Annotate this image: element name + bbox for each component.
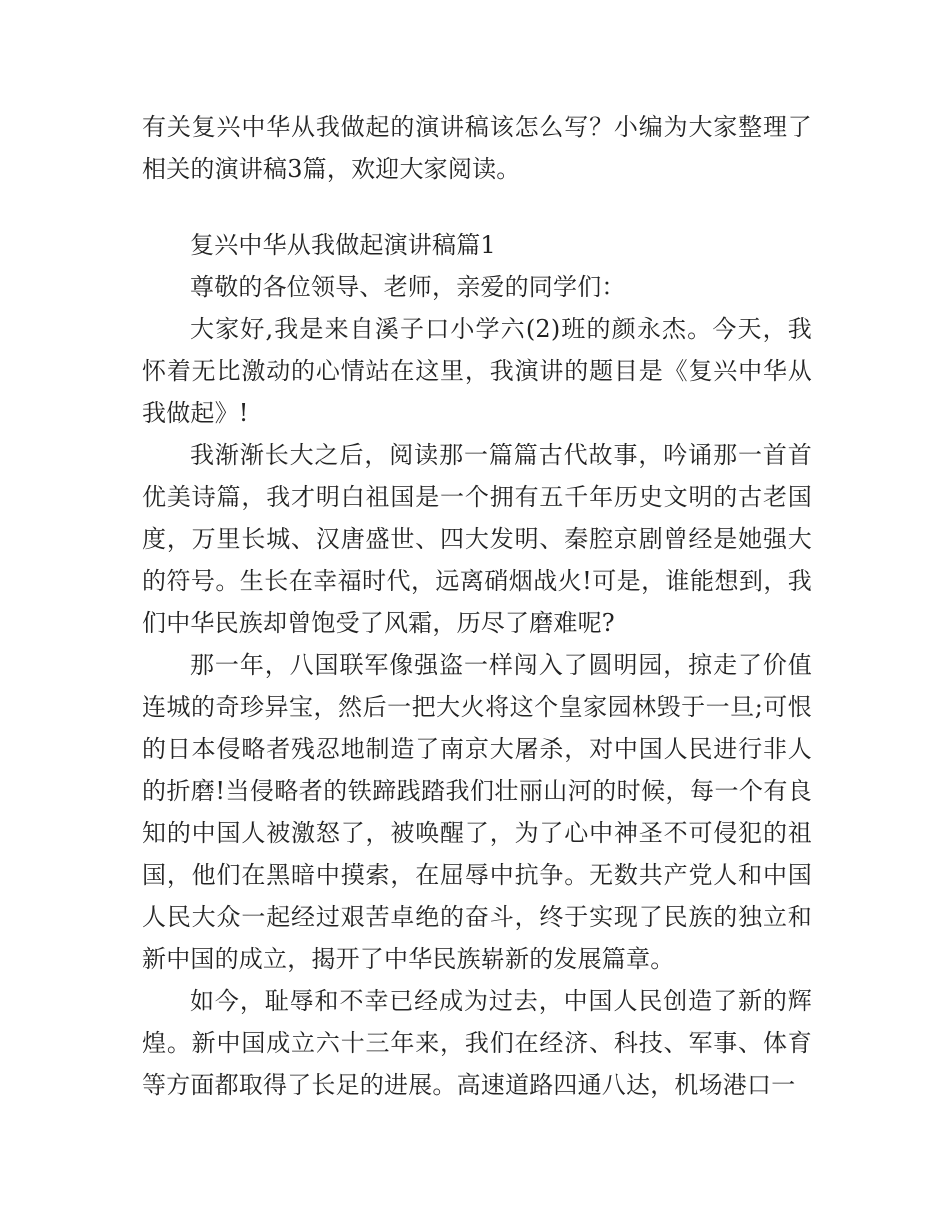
intro-paragraph: 有关复兴中华从我做起的演讲稿该怎么写？小编为大家整理了相关的演讲稿3篇，欢迎大家阅读。 <box>142 113 812 183</box>
body-paragraph-3: 那一年，八国联军像强盗一样闯入了圆明园，掠走了价值连城的奇珍异宝，然后一把大火将这个皇家园林毁于一旦;可恨的日本侵略者残忍地制造了南京大屠杀，对中国人民进行非人的折磨!当侵略者的铁蹄践踏我们壮丽山河的时候，每一个有良知的中国人被激怒了，被唤醒了，为了心中神圣不可侵犯的祖国，他们在黑暗中摸索，在屈辱中抗争。无数共产党人和中国人民大众一起经过艰苦卓绝的奋斗，终于实现了民族的独立和新中国的成立，揭开了中华民族崭新的发展篇章。 <box>142 651 812 973</box>
greeting-line: 尊敬的各位领导、老师，亲爱的同学们： <box>190 273 626 301</box>
body-paragraph-2: 我渐渐长大之后，阅读那一篇篇古代故事，吟诵那一首首优美诗篇，我才明白祖国是一个拥有五千年历史文明的古老国度，万里长城、汉唐盛世、四大发明、秦腔京剧曾经是她强大的符号。生长在幸福时代，远离硝烟战火!可是，谁能想到，我们中华民族却曾饱受了风霜，历尽了磨难呢? <box>142 441 812 637</box>
section-title: 复兴中华从我做起演讲稿篇1 <box>190 231 496 259</box>
body-paragraph-4: 如今，耻辱和不幸已经成为过去，中国人民创造了新的辉煌。新中国成立六十三年来，我们在经济、科技、军事、体育等方面都取得了长足的进展。高速道路四通八达，机场港口一 <box>142 987 812 1099</box>
document-body <box>142 106 812 1106</box>
body-paragraph-1: 大家好,我是来自溪子口小学六(2)班的颜永杰。今天，我怀着无比激动的心情站在这里，我演讲的题目是《复兴中华从我做起》! <box>142 315 812 427</box>
